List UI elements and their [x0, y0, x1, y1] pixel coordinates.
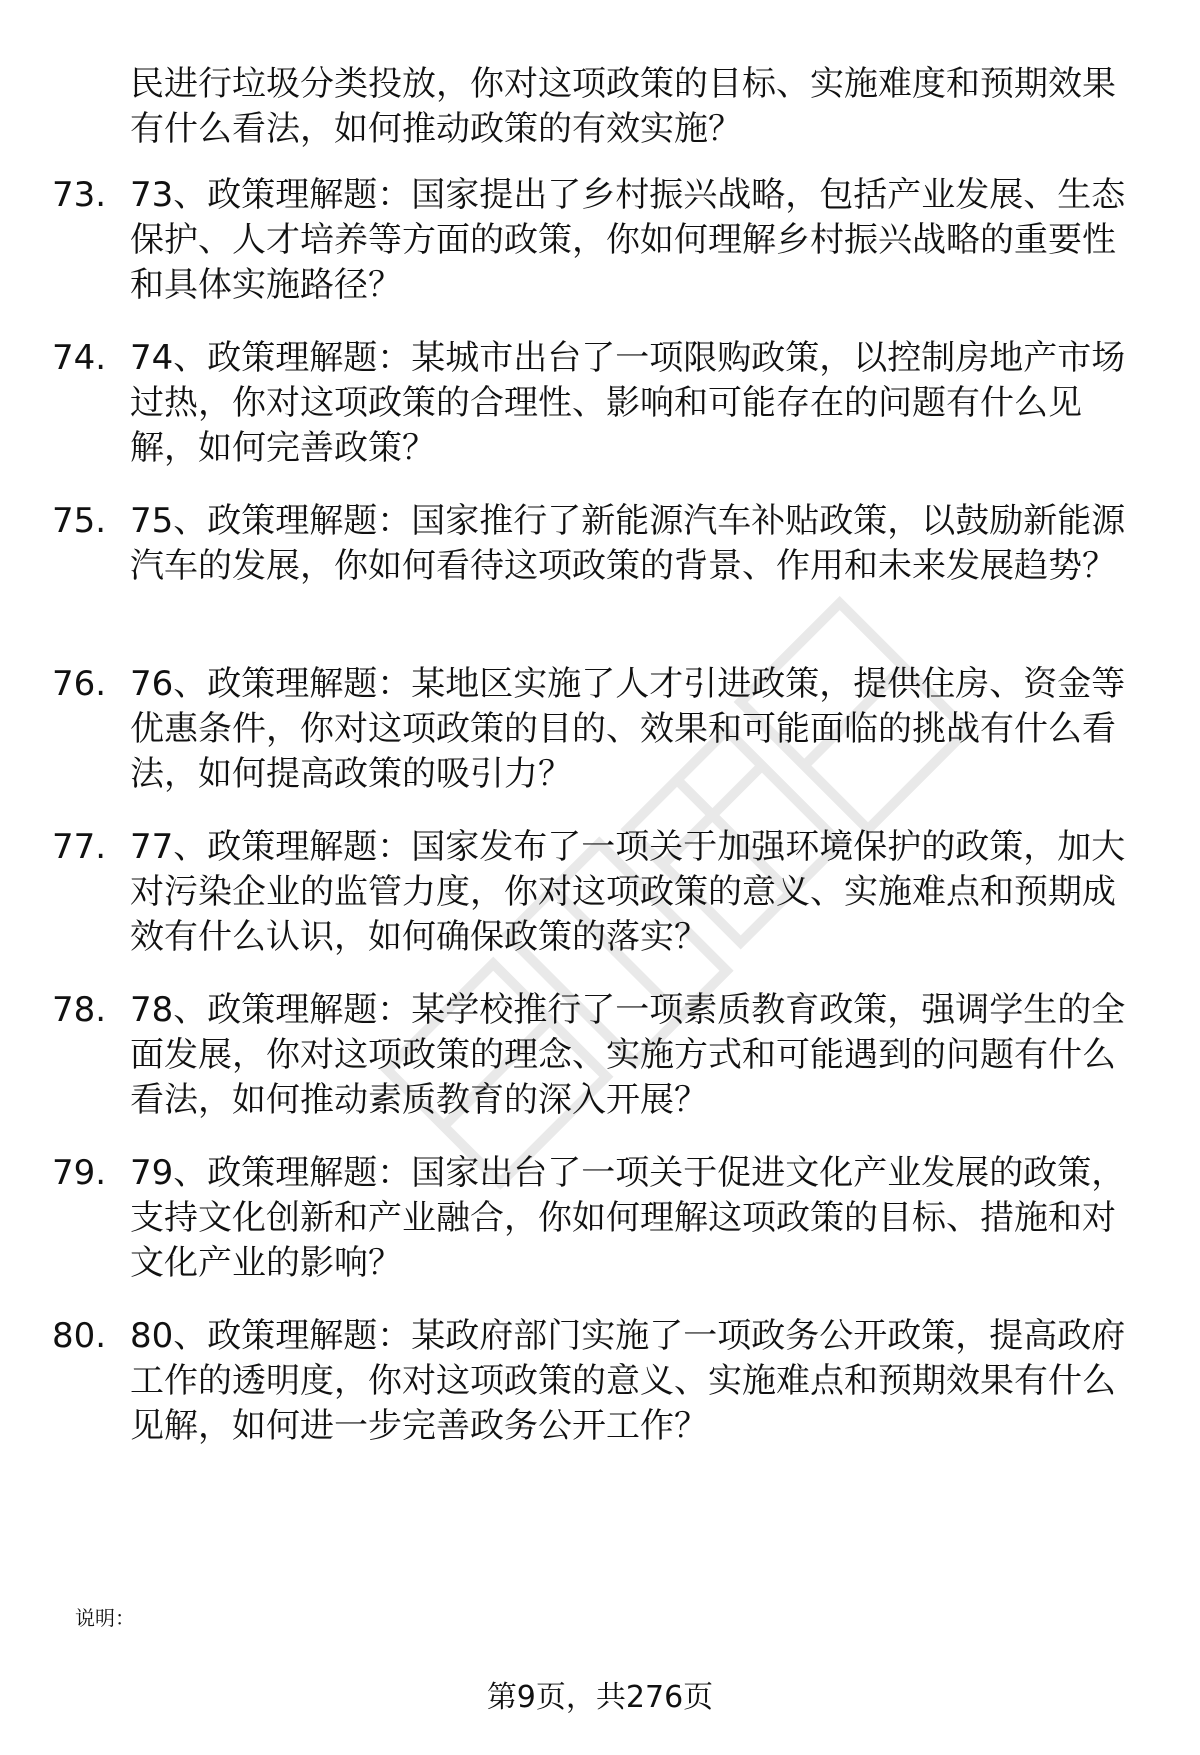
question-text: 73、政策理解题：国家提出了乡村振兴战略，包括产业发展、生态保护、人才培养等方面的政策，你如何理解乡村振兴战略的重要性和具体实施路径？	[130, 175, 1126, 305]
page-footer: 第9页，共276页	[486, 1680, 714, 1715]
question-text: 78、政策理解题：某学校推行了一项素质教育政策，强调学生的全面发展，你对这项政策的理念、实施方式和可能遇到的问题有什么看法，如何推动素质教育的深入开展？	[130, 990, 1126, 1120]
question-number: 79.	[52, 1153, 107, 1193]
question-number: 74.	[52, 338, 107, 378]
question-number: 77.	[52, 827, 107, 867]
question-number: 76.	[52, 664, 107, 704]
question-number: 80.	[52, 1316, 107, 1356]
question-text: 77、政策理解题：国家发布了一项关于加强环境保护的政策，加大对污染企业的监管力度，你对这项政策的意义、实施难点和预期成效有什么认识，如何确保政策的落实？	[130, 827, 1126, 957]
question-text: 74、政策理解题：某城市出台了一项限购政策，以控制房地产市场过热，你对这项政策的合理性、影响和可能存在的问题有什么见解，如何完善政策？	[130, 338, 1126, 468]
question-text: 75、政策理解题：国家推行了新能源汽车补贴政策，以鼓励新能源汽车的发展，你如何看待这项政策的背景、作用和未来发展趋势？	[130, 501, 1126, 586]
question-text: 79、政策理解题：国家出台了一项关于促进文化产业发展的政策，支持文化创新和产业融合，你如何理解这项政策的目标、措施和对文化产业的影响？	[130, 1153, 1126, 1283]
question-number: 78.	[52, 990, 107, 1030]
question-number: 73.	[52, 175, 107, 215]
continuation-text: 民进行垃圾分类投放，你对这项政策的目标、实施难度和预期效果有什么看法，如何推动政策的有效实施？	[130, 64, 1116, 149]
question-text: 80、政策理解题：某政府部门实施了一项政务公开政策，提高政府工作的透明度，你对这项政策的意义、实施难点和预期效果有什么见解，如何进一步完善政务公开工作？	[130, 1316, 1126, 1446]
question-number: 75.	[52, 501, 107, 541]
note-label: 说明：	[75, 1606, 135, 1630]
question-text: 76、政策理解题：某地区实施了人才引进政策，提供住房、资金等优惠条件，你对这项政策的目的、效果和可能面临的挑战有什么看法，如何提高政策的吸引力？	[130, 664, 1126, 794]
